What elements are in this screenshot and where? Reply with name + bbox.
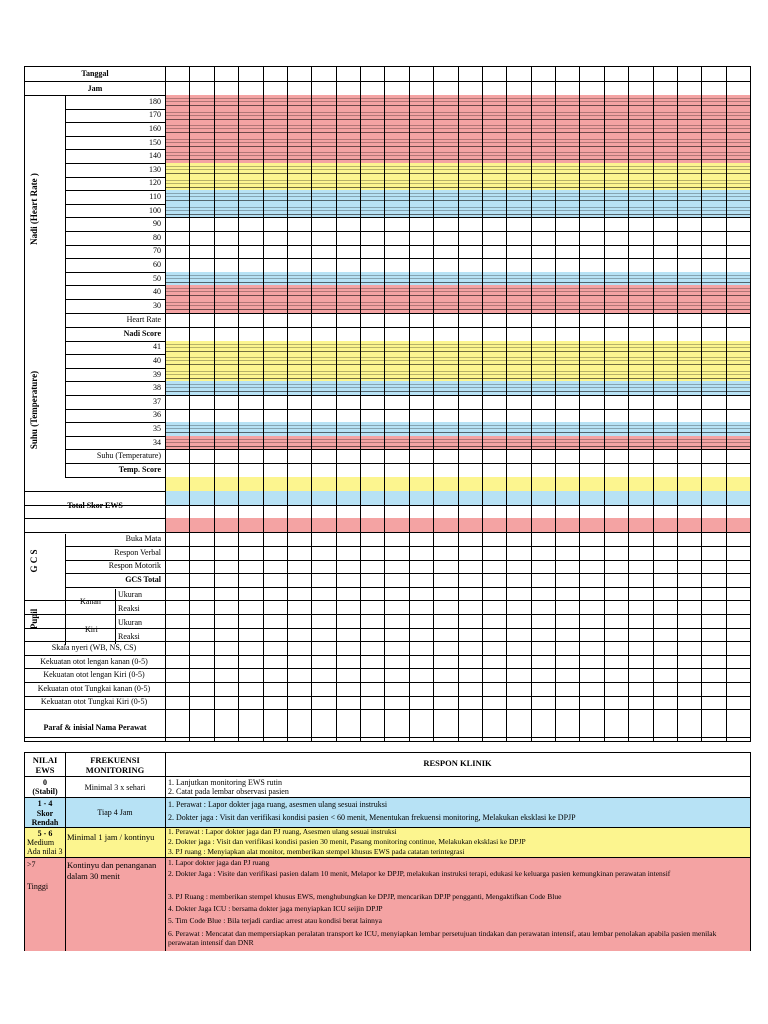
legend-nilai-note: Ada nilai 3 <box>27 847 63 856</box>
legend-nilai-main: >7 <box>27 860 36 869</box>
pupil-divider <box>115 589 116 644</box>
grid-row-line <box>65 546 750 547</box>
legend-nilai-sub: Tinggi <box>27 882 49 891</box>
grid-row-line <box>25 505 750 506</box>
legend-respon-line: 6. Perawat : Mencatat dan mempersiapkan peralatan transport ke ICU, menyiapkan lembar persetujuan tindakan dan perawatan intensif, atau lembar penolakan apabila pasien menilak perawatan intensif dan DNR <box>168 929 717 947</box>
grid-row-line <box>25 655 750 656</box>
grid-row-line <box>65 409 750 410</box>
grid-column-line <box>555 67 556 741</box>
grid-column-line <box>482 67 483 741</box>
grid-column-line <box>165 67 166 741</box>
row-label: 39 <box>153 369 161 379</box>
grid-column-line <box>677 67 678 741</box>
grid-column-line <box>360 67 361 741</box>
row-label: 160 <box>149 124 161 133</box>
grid-row-line <box>65 313 750 314</box>
section-divider <box>65 95 66 341</box>
legend-row-rendah <box>25 797 750 827</box>
grid-column-line <box>433 67 434 741</box>
grid-row-line <box>65 258 750 259</box>
section-divider <box>65 534 66 590</box>
row-label: Respon Motorik <box>108 561 161 571</box>
row-label: 50 <box>153 273 161 283</box>
row-label: Kekuatan otot lengan Kiri (0-5) <box>43 670 145 680</box>
gcs-section-label: G C S <box>29 549 39 573</box>
legend-respon-line: 2. Dokter jaga : Visit dan verifikasi kondisi pasien < 60 menit, Menentukan frekuensi monitoring, Melakukan eksklasi ke DPJP <box>168 813 576 822</box>
pupil-kiri-label: Kiri <box>85 625 98 634</box>
row-label: Nadi Score <box>123 328 161 338</box>
row-label: Suhu (Temperature) <box>96 451 161 461</box>
row-label: 41 <box>153 342 161 352</box>
ews-legend-table <box>24 752 751 951</box>
grid-row-line <box>25 682 750 683</box>
legend-respon-line: 5. Tim Code Blue : Bila terjadi cardiac arrest atau kondisi berat lainnya <box>168 916 382 925</box>
legend-nilai-sub: (Stabil) <box>32 787 58 796</box>
grid-column-line <box>311 67 312 741</box>
grid-row-line <box>65 587 750 588</box>
legend-divider <box>165 753 166 951</box>
total-ews-label: Total Skor EWS <box>67 501 123 510</box>
row-label: 170 <box>149 110 161 120</box>
legend-frekuensi: Minimal 3 x sehari <box>84 783 146 792</box>
row-label: 34 <box>153 437 161 447</box>
legend-frekuensi: Tiap 4 Jam <box>97 808 133 817</box>
row-label: 120 <box>149 178 161 188</box>
grid-column-line <box>458 67 459 741</box>
legend-nilai-sub: Medium <box>27 838 55 847</box>
grid-column-line <box>189 67 190 741</box>
grid-column-line <box>336 67 337 741</box>
grid-row-line <box>65 231 750 232</box>
pupil-kiri-reaksi: Reaksi <box>118 632 140 641</box>
grid-column-line <box>701 67 702 741</box>
legend-respon-line: 2. Dokter Jaga : Visite dan verifikasi pasien dalam 10 menit, Melapor ke DPJP, melakukan instruksi terapi, edukasi ke keluarga pasien kemungkinan perawatan intensif <box>168 869 671 878</box>
section-divider <box>65 342 66 477</box>
legend-nilai-main: 1 - 4 <box>37 799 53 808</box>
row-label: 37 <box>153 396 161 406</box>
section-divider <box>65 589 66 645</box>
row-label: Kekuatan otot Tungkai Kiri (0-5) <box>40 697 148 707</box>
grid-row-line <box>25 600 750 601</box>
row-label: Respon Verbal <box>114 547 161 557</box>
legend-row-tinggi <box>25 857 750 951</box>
pupil-kiri-ukuran: Ukuran <box>118 618 142 627</box>
legend-divider <box>65 753 66 951</box>
row-label: 30 <box>153 300 161 310</box>
row-label: 150 <box>149 137 161 147</box>
legend-respon-line: 1. Lapor dokter jaga dan PJ ruang <box>168 858 270 867</box>
legend-header-nilai: NILAI EWS <box>32 755 58 775</box>
row-label: 40 <box>153 287 161 297</box>
legend-header-frekuensi: FREKUENSI MONITORING <box>85 755 145 775</box>
grid-row-line <box>25 641 750 642</box>
pupil-kanan-ukuran: Ukuran <box>118 590 142 599</box>
grid-row-line <box>65 245 750 246</box>
grid-column-line <box>384 67 385 741</box>
grid-column-line <box>750 67 751 741</box>
legend-respon-line: 1. Lanjutkan monitoring EWS rutin <box>168 778 282 787</box>
paraf-label: Paraf & inisial Nama Perawat <box>43 723 147 732</box>
row-label: 100 <box>149 205 161 215</box>
grid-column-line <box>263 67 264 741</box>
legend-respon-line: 1. Perawat : Lapor dokter jaga ruang, asesmen ulang sesuai instruksi <box>168 800 388 809</box>
row-label: 180 <box>149 96 161 106</box>
row-label: 80 <box>153 232 161 242</box>
row-label: 40 <box>153 356 161 365</box>
tanggal-label: Tanggal <box>81 69 109 78</box>
legend-respon-line: 4. Dokter Jaga ICU : bersama dokter jaga menyiapkan ICU seijin DPJP <box>168 904 383 913</box>
legend-respon-line: 3. PJ Ruang : memberikan stempel khusus EWS, menghubungkan ke DPJP, mencarikan DPJP pengganti, Mengaktifkan Code Blue <box>168 892 562 901</box>
nadi-section-label: Nadi (Heart Rate ) <box>29 173 39 245</box>
legend-nilai-main: 0 <box>43 778 47 787</box>
grid-column-line <box>531 67 532 741</box>
row-label: Kekuatan otot Tungkai kanan (0-5) <box>37 683 151 693</box>
grid-row-line <box>65 217 750 218</box>
legend-respon-line: 2. Catat pada lembar observasi pasien <box>168 787 289 796</box>
grid-column-line <box>506 67 507 741</box>
pupil-section-label: Pupil <box>29 608 39 630</box>
grid-row-line <box>25 81 750 82</box>
row-label: 110 <box>149 192 161 201</box>
grid-column-line <box>409 67 410 741</box>
legend-header-respon: RESPON KLINIK <box>423 758 492 768</box>
grid-row-line <box>25 614 750 615</box>
row-label: Kekuatan otot lengan kanan (0-5) <box>40 656 148 666</box>
jam-label: Jam <box>87 84 103 93</box>
grid-row-line <box>65 560 750 561</box>
legend-frekuensi: Minimal 1 jam / kontinyu <box>67 832 155 842</box>
grid-row-line <box>25 628 750 629</box>
pupil-kanan-label: Kanan <box>80 597 101 606</box>
row-label: 36 <box>153 410 161 420</box>
grid-row-line <box>65 327 750 328</box>
legend-respon-line: 1. Perawat : Lapor dokter jaga dan PJ ruang, Asesmen ulang sesuai instruksi <box>168 827 397 836</box>
grid-column-line <box>214 67 215 741</box>
grid-column-line <box>653 67 654 741</box>
grid-column-line <box>628 67 629 741</box>
grid-row-line <box>65 573 750 574</box>
legend-respon-line: 3. PJ ruang : Menyiapkan alat monitor, memberikan stempel khusus EWS pada catatan terintegrasi <box>168 847 465 856</box>
grid-column-line <box>726 67 727 741</box>
row-label: Heart Rate <box>126 314 161 324</box>
row-label: Temp. Score <box>118 465 161 475</box>
legend-row-medium <box>25 827 750 857</box>
grid-row-line <box>25 709 750 710</box>
legend-respon-line: 2. Dokter jaga : Visit dan verifikasi kondisi pasien 30 menit, Pasang monitoring continue, Melakukan eksklasi ke DPJP <box>168 837 526 846</box>
row-label: 140 <box>149 151 161 161</box>
row-label: 70 <box>153 246 161 256</box>
grid-column-line <box>604 67 605 741</box>
row-label: 38 <box>153 383 161 393</box>
legend-nilai-main: 5 - 6 <box>37 829 53 838</box>
row-label: 60 <box>153 260 161 269</box>
row-label: 130 <box>149 164 161 174</box>
grid-column-line <box>238 67 239 741</box>
ews-observation-chart <box>24 66 751 742</box>
row-label: GCS Total <box>125 574 161 584</box>
suhu-section-label: Suhu (Temperature) <box>29 370 39 450</box>
grid-column-line <box>287 67 288 741</box>
grid-row-line <box>65 449 750 450</box>
row-label: 90 <box>153 219 161 229</box>
grid-row-line <box>25 737 750 738</box>
row-label: Skala nyeri (WB, NS, CS) <box>51 642 137 652</box>
legend-frekuensi: Kontinyu dan penanganan dalam 30 menit <box>67 860 157 881</box>
grid-row-line <box>65 395 750 396</box>
grid-row-line <box>65 463 750 464</box>
row-label: 35 <box>153 424 161 433</box>
grid-column-line <box>579 67 580 741</box>
legend-nilai-sub: Skor Rendah <box>31 809 59 828</box>
legend-row-stabil <box>25 776 750 797</box>
pupil-kanan-reaksi: Reaksi <box>118 604 140 613</box>
row-label: Buka Mata <box>125 534 161 544</box>
